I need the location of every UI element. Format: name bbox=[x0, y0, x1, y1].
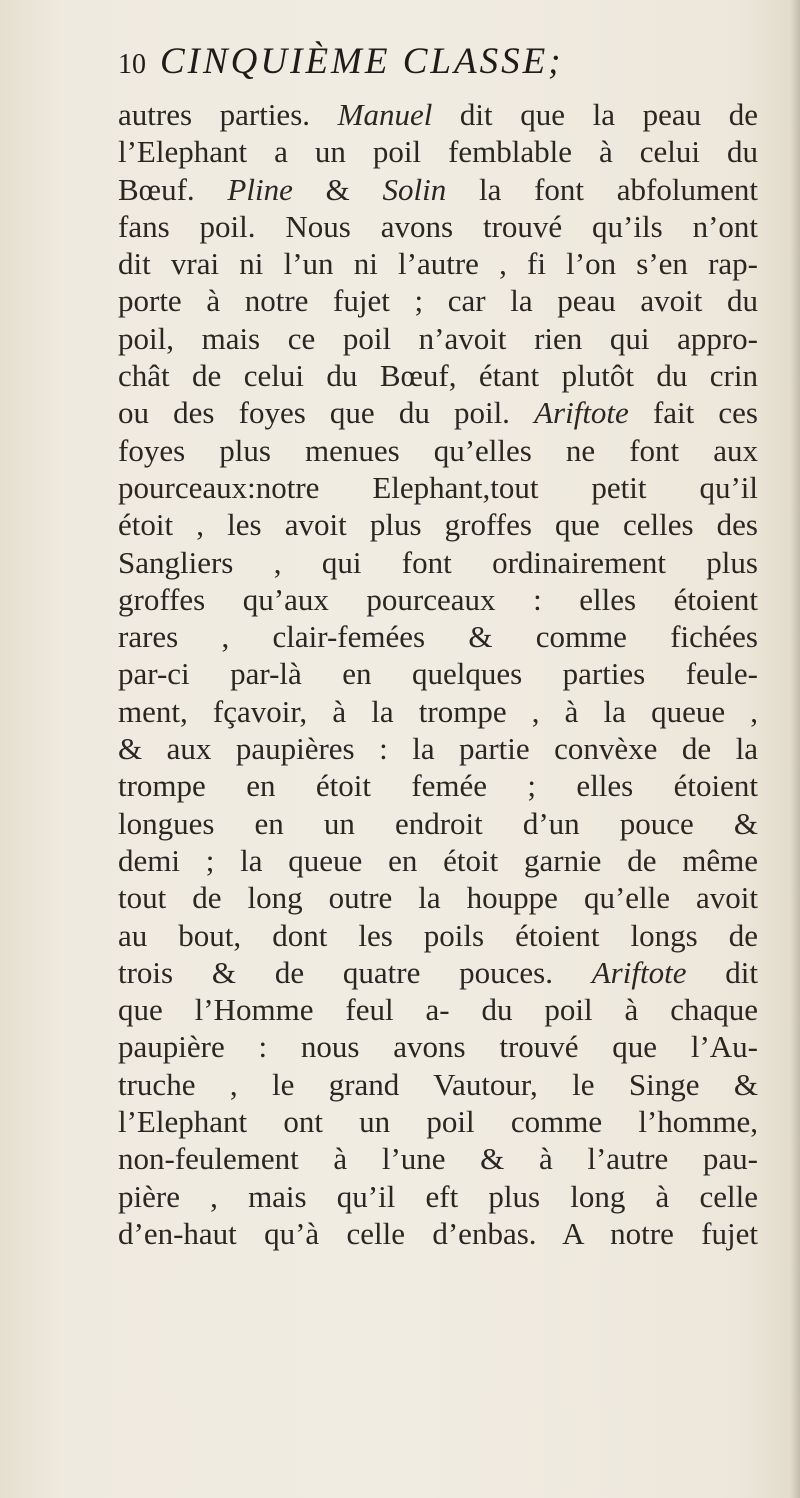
text-run: dit vrai ni l’un ni l’autre , fi l’on s’en rap- bbox=[118, 246, 758, 282]
text-run: que l’Homme feul a- du poil à chaque bbox=[118, 992, 758, 1028]
text-run: au bout, dont les poils étoient longs de bbox=[118, 917, 758, 953]
text-run: chât de celui du Bœuf, étant plutôt du crin bbox=[118, 358, 758, 394]
text-run: paupière : nous avons trouvé que l’Au- bbox=[118, 1029, 758, 1065]
text-run: trompe en étoit femée ; elles étoient bbox=[118, 768, 758, 804]
text-line bbox=[118, 1140, 758, 1177]
text-run: truche , le grand Vautour, le Singe & bbox=[118, 1066, 758, 1102]
text-line bbox=[118, 730, 758, 767]
text-run: foyes plus menues qu’elles ne font aux bbox=[118, 432, 758, 468]
text-line bbox=[118, 1066, 758, 1103]
text-line bbox=[118, 767, 758, 804]
text-run: dit bbox=[686, 954, 758, 990]
text-run: demi ; la queue en étoit garnie de même bbox=[118, 842, 758, 878]
page-edge-shadow bbox=[790, 0, 800, 1498]
text-run: Bœuf. bbox=[118, 171, 228, 207]
text-run: longues en un endroit d’un pouce & bbox=[118, 805, 758, 841]
text-run: rares , clair-femées & comme fichées bbox=[118, 619, 758, 655]
italic-name: Pline bbox=[227, 171, 293, 207]
text-run: & aux paupières : la partie convèxe de la bbox=[118, 731, 758, 767]
text-run: la font abfolument bbox=[446, 171, 758, 207]
text-line bbox=[118, 693, 758, 730]
text-run: porte à notre fujet ; car la peau avoit du bbox=[118, 283, 758, 319]
text-line bbox=[118, 581, 758, 618]
text-line bbox=[118, 357, 758, 394]
text-run: ment, fçavoir, à la trompe , à la queue , bbox=[118, 693, 758, 729]
text-run: groffes qu’aux pourceaux : elles étoient bbox=[118, 581, 758, 617]
text-run: dit que la peau de bbox=[432, 97, 758, 132]
text-line bbox=[118, 1028, 758, 1065]
page-number: 10 bbox=[118, 49, 146, 80]
text-line bbox=[118, 991, 758, 1028]
italic-name: Manuel bbox=[337, 97, 433, 132]
text-line bbox=[118, 655, 758, 692]
body-text bbox=[118, 96, 758, 1252]
italic-name: Ariftote bbox=[534, 395, 629, 431]
text-line bbox=[118, 133, 758, 170]
running-header bbox=[118, 40, 758, 100]
text-run: Sangliers , qui font ordinairement plus bbox=[118, 544, 758, 580]
running-title: CINQUIÈME CLASSE; bbox=[160, 41, 564, 82]
text-line bbox=[118, 842, 758, 879]
italic-name: Ariftote bbox=[591, 954, 687, 990]
text-run: autres parties. bbox=[118, 97, 338, 132]
text-run: l’Elephant ont un poil comme l’homme, bbox=[118, 1104, 758, 1140]
text-run: & bbox=[292, 171, 383, 207]
text-run: étoit , les avoit plus groffes que celles des bbox=[118, 507, 758, 543]
text-run: fait ces bbox=[628, 395, 758, 431]
text-line bbox=[118, 282, 758, 319]
text-run: fans poil. Nous avons trouvé qu’ils n’ont bbox=[118, 208, 758, 244]
text-line bbox=[118, 469, 758, 506]
text-line bbox=[118, 805, 758, 842]
text-line bbox=[118, 879, 758, 916]
text-run: d’en-haut qu’à celle d’enbas. A notre fujet bbox=[118, 1215, 758, 1251]
text-line bbox=[118, 394, 758, 431]
text-line bbox=[118, 171, 758, 208]
text-run: non-feulement à l’une & à l’autre pau- bbox=[118, 1141, 758, 1177]
text-line bbox=[118, 618, 758, 655]
text-line bbox=[118, 1215, 758, 1252]
text-line bbox=[118, 506, 758, 543]
text-line bbox=[118, 544, 758, 581]
text-run: tout de long outre la houppe qu’elle avoit bbox=[118, 880, 758, 916]
text-line bbox=[118, 432, 758, 469]
text-line bbox=[118, 1103, 758, 1140]
text-line bbox=[118, 1178, 758, 1215]
text-run: ou des foyes que du poil. bbox=[118, 395, 535, 431]
text-run: l’Elephant a un poil femblable à celui du bbox=[118, 134, 758, 170]
text-run: par-ci par-là en quelques parties feule- bbox=[118, 656, 758, 692]
text-run: trois & de quatre pouces. bbox=[118, 954, 592, 990]
text-line bbox=[118, 96, 758, 133]
text-line bbox=[118, 208, 758, 245]
text-run: pière , mais qu’il eft plus long à celle bbox=[118, 1178, 758, 1214]
italic-name: Solin bbox=[382, 171, 447, 207]
text-line bbox=[118, 917, 758, 954]
text-line bbox=[118, 320, 758, 357]
text-run: poil, mais ce poil n’avoit rien qui appro- bbox=[118, 320, 758, 356]
text-run: pourceaux:notre Elephant,tout petit qu’il bbox=[118, 469, 758, 505]
text-line bbox=[118, 245, 758, 282]
text-line bbox=[118, 954, 758, 991]
